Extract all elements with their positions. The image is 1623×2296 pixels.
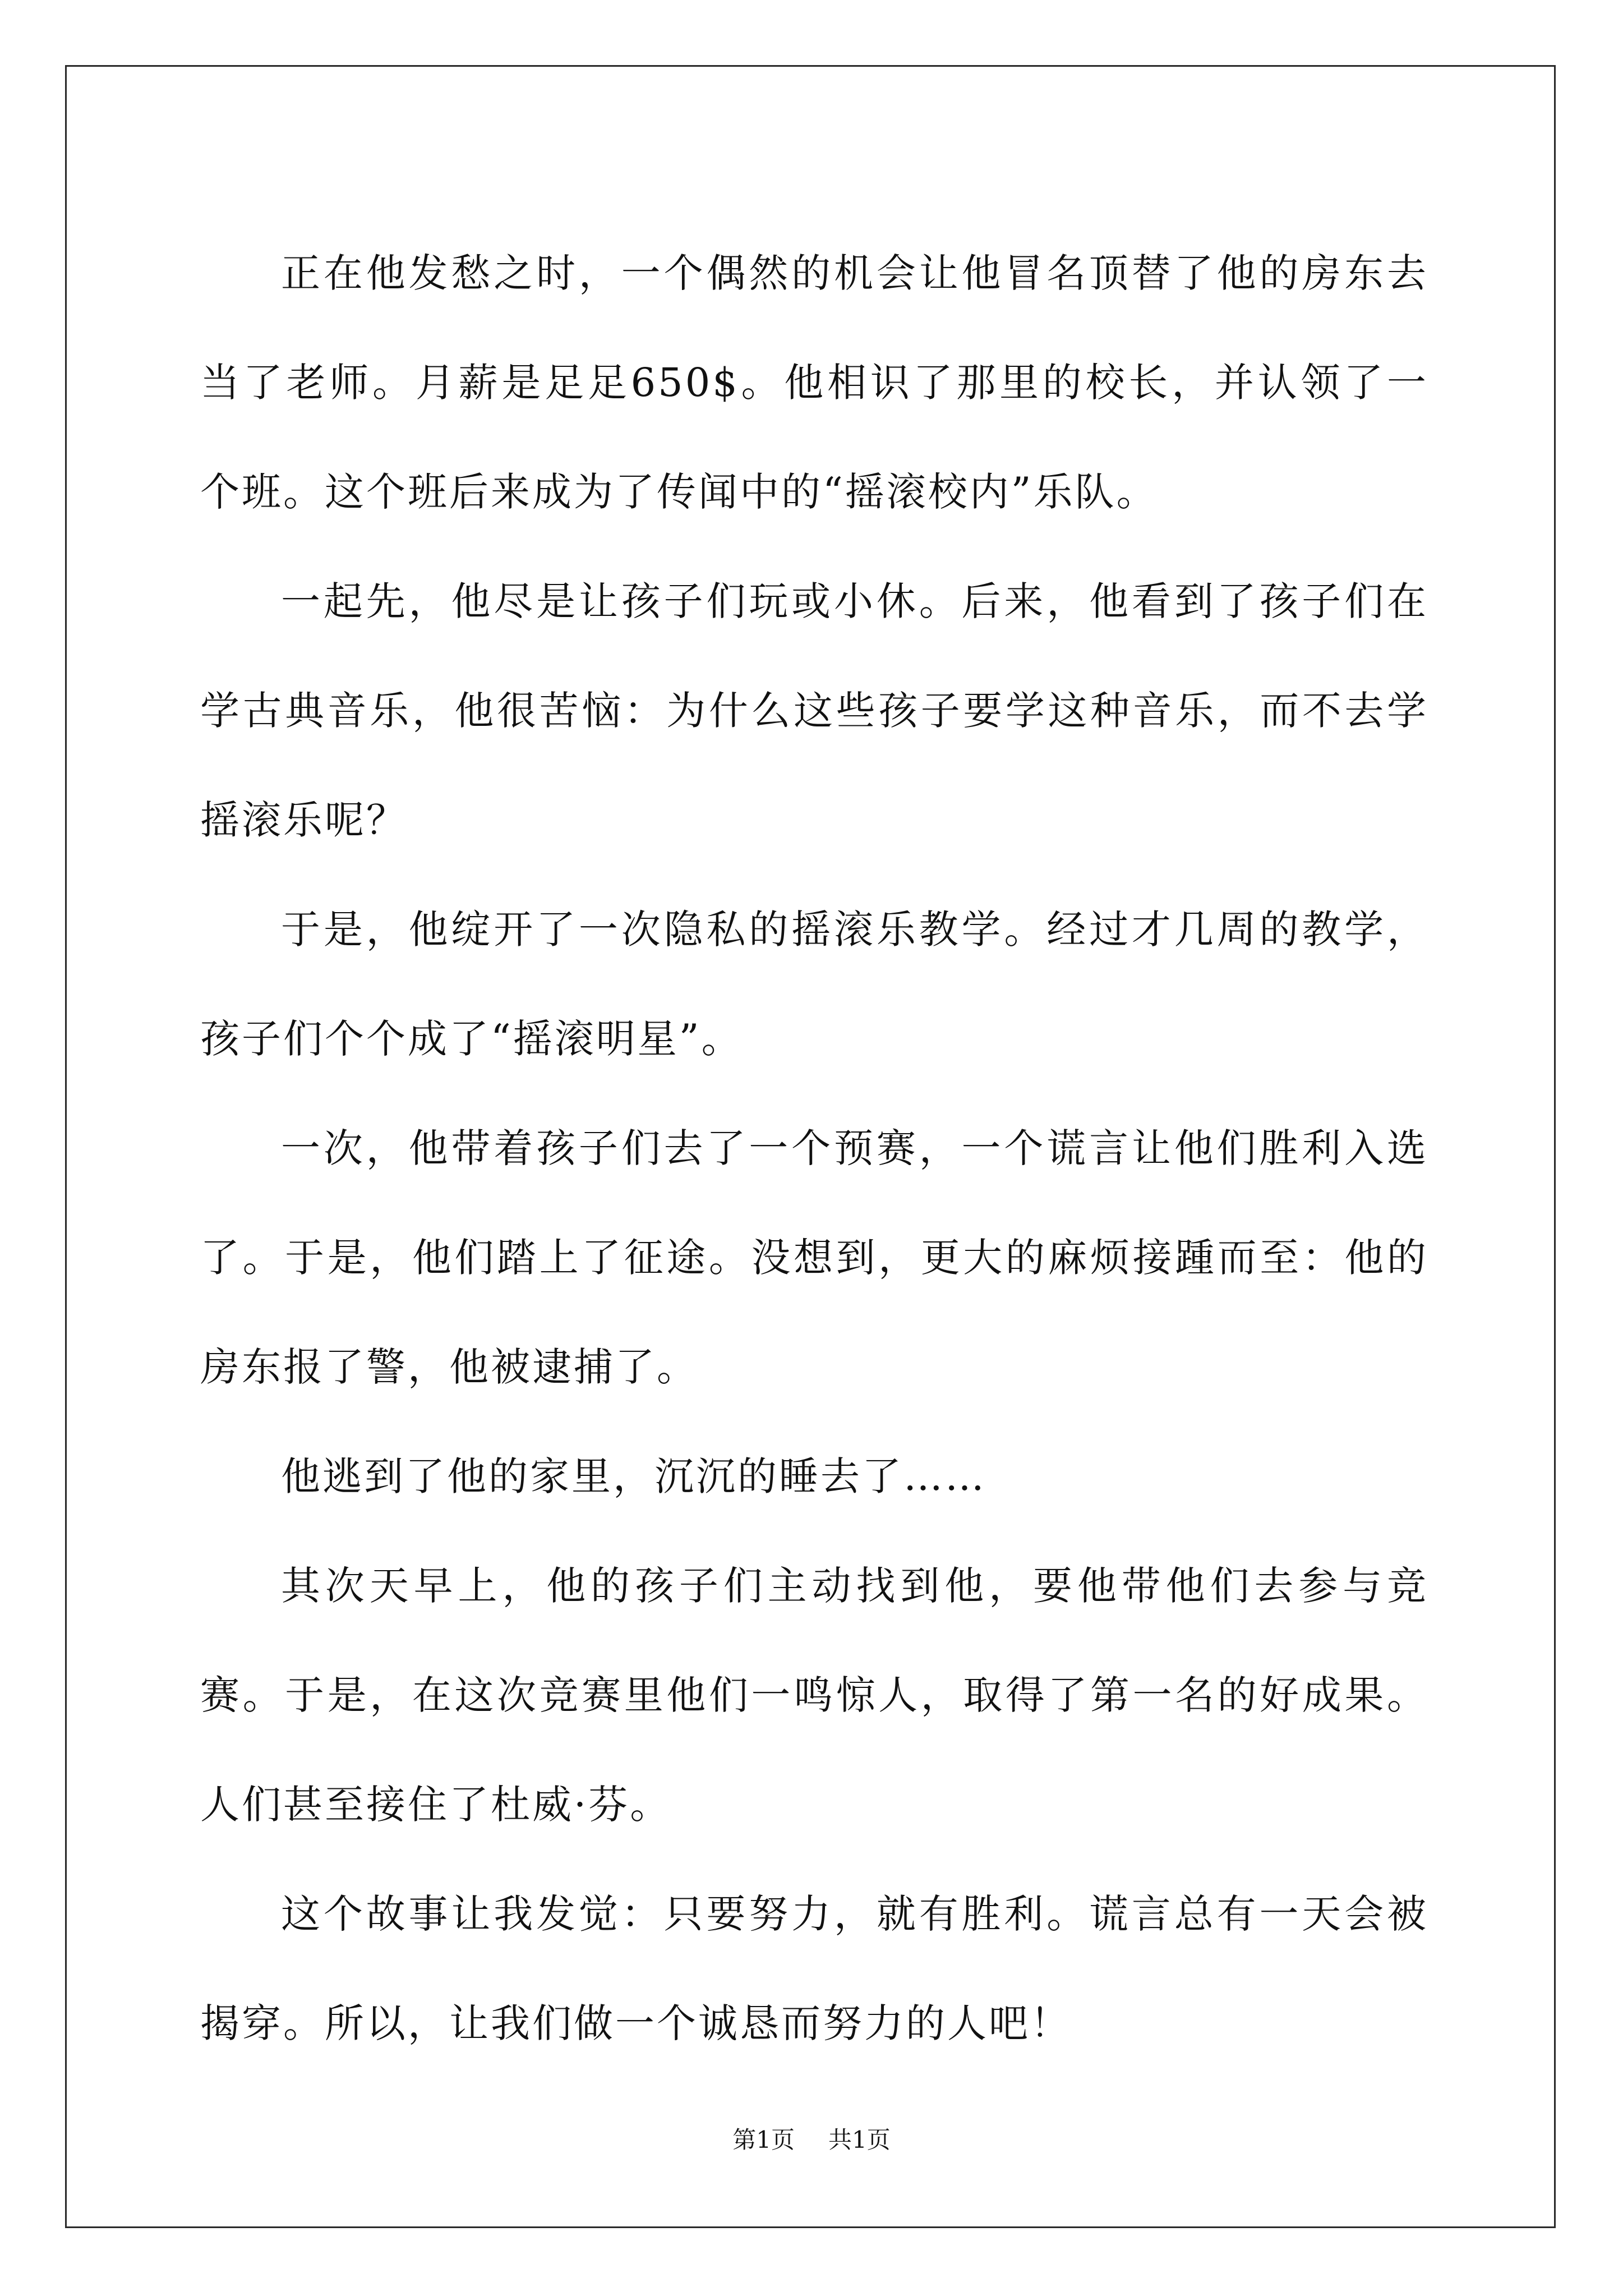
document-body (200, 219, 1428, 2078)
paragraph-1: 正在他发愁之时，一个偶然的机会让他冒名顶替了他的房东去当了老师。月薪是足足650$。他相识了那里的校长，并认领了一个班。这个班后来成为了传闻中的“摇滚校内”乐队。 (200, 250, 1428, 515)
page-number-total: 共1页 (828, 2126, 891, 2154)
paragraph-7: 这个故事让我发觉：只要努力，就有胜利。谎言总有一天会被揭穿。所以，让我们做一个诚恳而努力的人吧！ (200, 1891, 1428, 2046)
paragraph-6: 其次天早上，他的孩子们主动找到他，要他带他们去参与竞赛。于是，在这次竞赛里他们一鸣惊人，取得了第一名的好成果。人们甚至接住了杜威·芬。 (200, 1563, 1428, 1828)
paragraph-5: 他逃到了他的家里，沉沉的睡去了…… (281, 1453, 986, 1499)
paragraph-2: 一起先，他尽是让孩子们玩或小休。后来，他看到了孩子们在学古典音乐，他很苦恼：为什么这些孩子要学这种音乐，而不去学摇滚乐呢？ (200, 578, 1428, 843)
paragraph-3: 于是，他绽开了一次隐私的摇滚乐教学。经过才几周的教学，孩子们个个成了“摇滚明星”。 (200, 907, 1428, 1062)
page-footer (0, 2123, 1623, 2157)
page-number-current: 第1页 (732, 2126, 795, 2154)
paragraph-4: 一次，他带着孩子们去了一个预赛，一个谎言让他们胜利入选了。于是，他们踏上了征途。没想到，更大的麻烦接踵而至：他的房东报了警，他被逮捕了。 (200, 1125, 1428, 1390)
